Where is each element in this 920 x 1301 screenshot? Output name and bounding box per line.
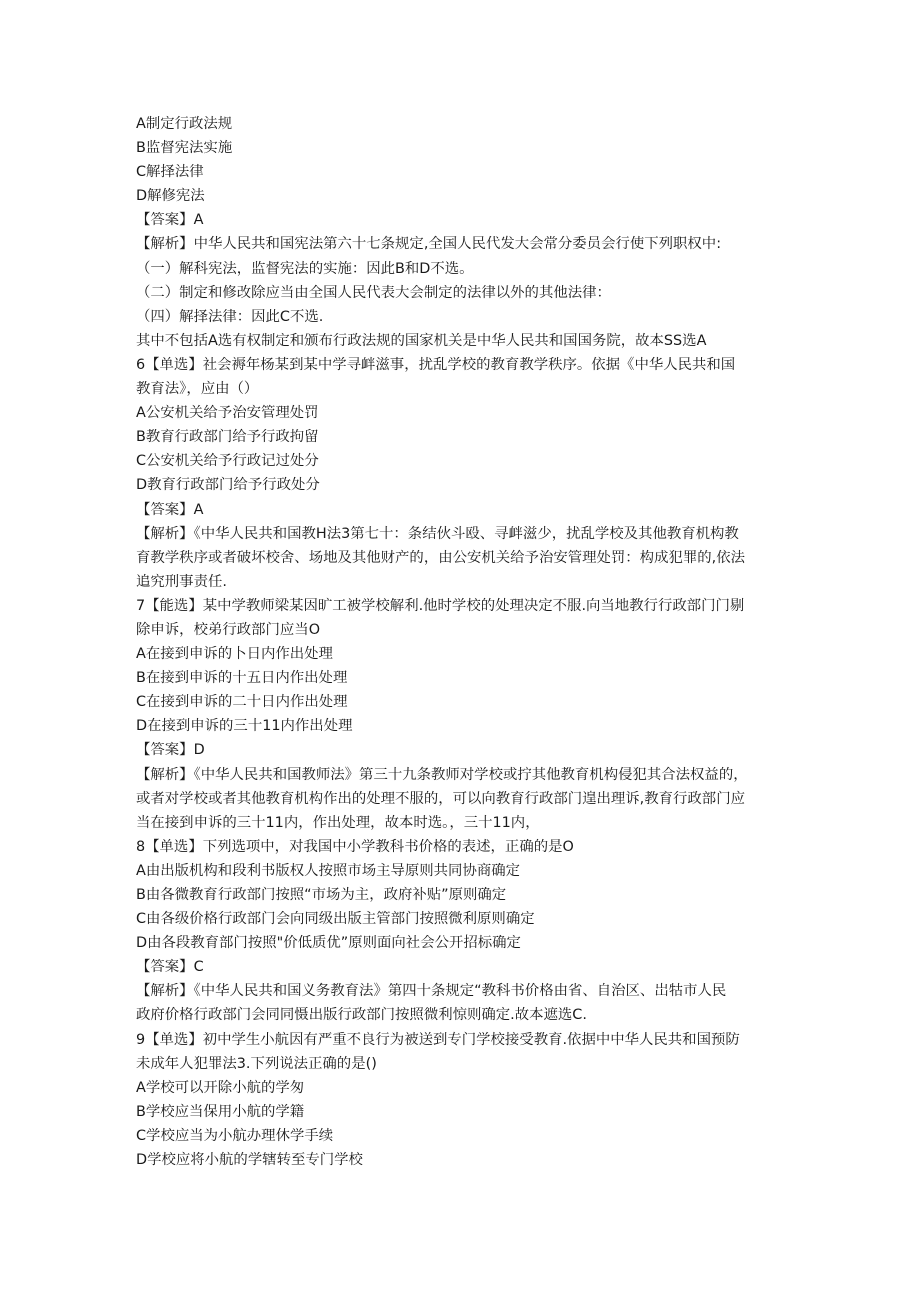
question-9-line-1: 9【单选】初中学生小航因有严重不良行为被送到专门学校接受教育.依据中中华人民共和国预防 [136,1031,740,1048]
option-b-q5: B监督宪法实施 [136,140,233,157]
answer-q8: 【答案】C [136,959,204,976]
document-page [136,112,786,1172]
option-b-q7: B在接到申诉的十五日内作出处理 [136,670,348,687]
analysis-q5-line-3: （二）制定和修改除应当由全国人民代表大会制定的法律以外的其他法律： [136,284,611,301]
answer-q5: 【答案】A [136,212,204,229]
option-b-q6: B教育行政部门给予行政拘留 [136,429,319,446]
option-d-q9: D学校应将小航的学辖转至专门学校 [136,1152,363,1169]
analysis-q5-line-4: （四）解择法律：因此C不选. [136,308,324,325]
question-6-line-1: 6【单选】社会褥年杨某到某中学寻衅滋事，扰乱学校的教育教学秩序。依据《中华人民共和国 [136,356,736,373]
option-c-q8: C由各级价格行政部门会向同级出版主管部门按照微利原则确定 [136,911,535,928]
answer-q6: 【答案】A [136,501,204,518]
analysis-q6-line-3: 追究刑事责任. [136,573,227,590]
option-a-q9: A学校可以开除小航的学匆 [136,1079,305,1096]
analysis-q5-line-2: （一）解科宪法，监督宪法的实施：因此B和D不选。 [136,260,474,277]
option-c-q7: C在接到申诉的二十日内作出处理 [136,694,348,711]
analysis-q6-line-1: 【解析】《中华人民共和国教H法3第七十：条结伙斗殴、寻衅滋少，扰乱学校及其他教育机构教 [136,525,739,542]
question-7-line-2: 除申诉，校弟行政部门应当O [136,621,321,638]
option-c-q6: C公安机关给予行政记过处分 [136,453,319,470]
option-d-q5: D解修宪法 [136,188,205,205]
question-7-line-1: 7【能选】某中学教师梁某因旷工被学校解利.他时学校的处理决定不服.向当地教行行政部门门剔 [136,597,745,614]
option-c-q5: C解择法律 [136,164,204,181]
answer-q7: 【答案】D [136,742,205,759]
question-8: 8【单选】下列选项中，对我国中小学教科书价格的表述，正确的是O [136,838,574,855]
analysis-q7-line-1: 【解析】《中华人民共和国教师法》第三十九条教师对学校或拧其他教育机构侵犯其合法权益的， [136,766,748,783]
option-a-q8: A由出版机构和段利书版权人按照市场主导原则共同协商确定 [136,862,521,879]
option-a-q6: A公安机关给予治安管理处罚 [136,405,319,422]
question-9-line-2: 未成年人犯罪法3.下列说法正确的是() [136,1055,377,1072]
analysis-q6-line-2: 育教学秩序或者破坏校舍、场地及其他财产的，由公安机关给予治安管理处罚：构成犯罪的,依法 [136,549,745,566]
option-b-q9: B学校应当保用小航的学籍 [136,1103,305,1120]
option-c-q9: C学校应当为小航办理休学手续 [136,1127,334,1144]
option-b-q8: B由各微教育行政部门按照“市场为主，政府补贴”原则确定 [136,887,507,903]
option-a-q7: A在接到申诉的卜日内作出处理 [136,646,333,663]
option-d-q6: D教育行政部门给予行政处分 [136,477,320,494]
analysis-q8-line-1: 【解析】《中华人民共和国义务教育法》第四十条规定“教科书价格由省、自治区、岀牯市人民 [136,983,727,1000]
option-d-q8: D由各段教育部门按照"价低质优”原则面向社会公开招标确定 [136,935,521,952]
option-d-q7: D在接到申诉的三十11内作出处理 [136,718,353,735]
analysis-q5-line-5: 其中不包括A选有权制定和颁布行政法规的国家机关是中华人民共和国国务院，故本SS选A [136,332,707,349]
analysis-q5-line-1: 【解析】中华人民共和国宪法第六十七条规定,全国人民代发大会常分委员会行使下列职权中: [136,236,722,253]
analysis-q8-line-2: 政府价格行政部门会同同慑出版行政部门按照微利惊则确定.故本遮选C. [136,1007,587,1024]
question-6-line-2: 教育法》，应由（） [136,381,259,398]
analysis-q7-line-2: 或者对学校或者其他教育机构作出的处理不服的，可以向教育行政部门遑出理诉,教育行政部门应 [136,790,745,807]
analysis-q7-line-3: 当在接到申诉的三十11内，作出处理，故本时选。，三十11内， [136,814,540,831]
option-a-q5: A制定行政法规 [136,116,233,132]
